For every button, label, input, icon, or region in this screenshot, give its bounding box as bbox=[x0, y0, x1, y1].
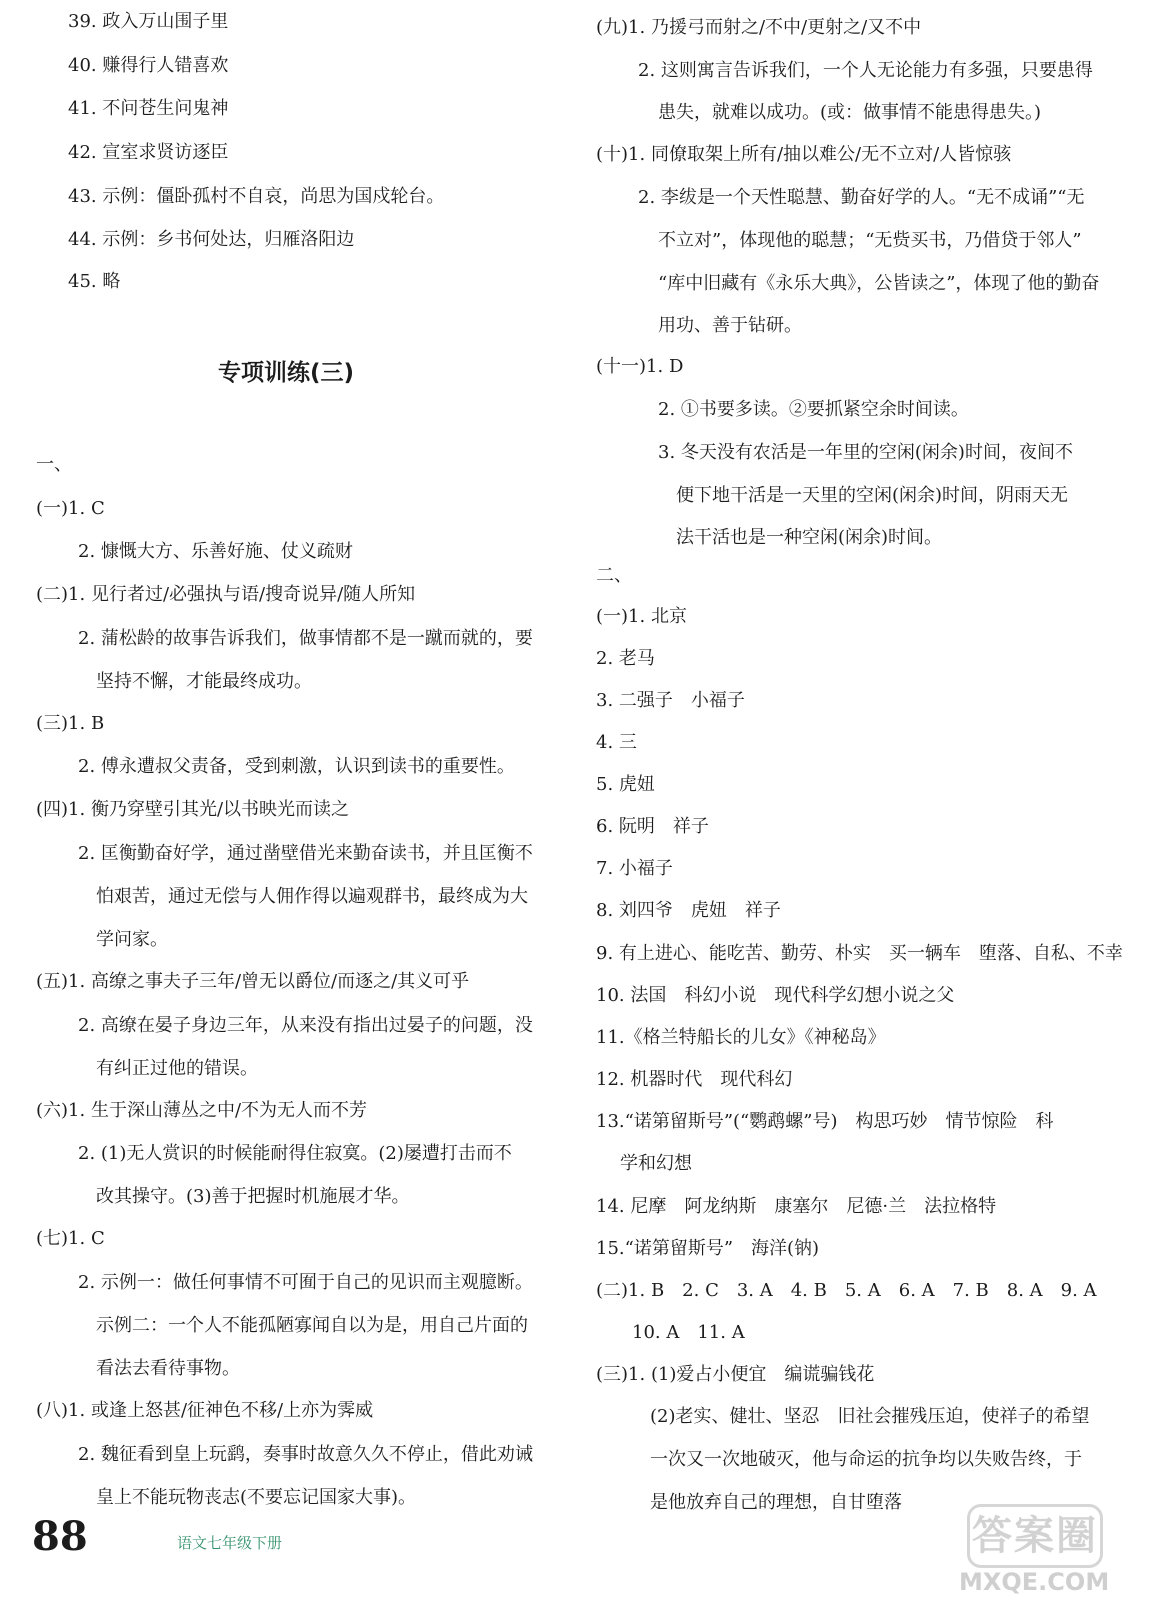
answer-line: 5. 虎妞 bbox=[596, 774, 655, 795]
answer-line: 2. 示例一：做任何事情不可囿于自己的见识而主观臆断。 bbox=[78, 1272, 533, 1293]
answer-line: (三)1. B bbox=[36, 713, 105, 734]
watermark-site: MXQE.COM bbox=[959, 1568, 1110, 1596]
answer-line: 法干活也是一种空闲(闲余)时间。 bbox=[676, 527, 943, 548]
answer-line: 2. 魏征看到皇上玩鹞，奏事时故意久久不停止，借此劝诫 bbox=[78, 1444, 533, 1465]
answer-line: 15.“诺第留斯号” 海洋(钠) bbox=[596, 1238, 820, 1259]
answer-line: 2. 匡衡勤奋好学，通过凿壁借光来勤奋读书，并且匡衡不 bbox=[78, 843, 533, 864]
answer-line: 学和幻想 bbox=[620, 1153, 692, 1174]
answer-line: 6. 阮明 祥子 bbox=[596, 816, 709, 837]
answer-line: 10. 法国 科幻小说 现代科学幻想小说之父 bbox=[596, 985, 955, 1006]
answer-line: 43. 示例：僵卧孤村不自哀，尚思为国戍轮台。 bbox=[68, 186, 445, 207]
answer-line: 3. 二强子 小福子 bbox=[596, 690, 745, 711]
answer-line: 41. 不问苍生问鬼神 bbox=[68, 98, 229, 119]
answer-line: (三)1. (1)爱占小便宜 编谎骗钱花 bbox=[596, 1364, 875, 1385]
answer-line: 3. 冬天没有农活是一年里的空闲(闲余)时间，夜间不 bbox=[658, 442, 1073, 463]
answer-line: 10. A 11. A bbox=[632, 1322, 745, 1343]
answer-line: (一)1. C bbox=[36, 498, 105, 519]
answer-line: 2. 这则寓言告诉我们，一个人无论能力有多强，只要患得 bbox=[638, 60, 1093, 81]
page-number: 88 bbox=[32, 1513, 88, 1560]
answer-line: 13.“诺第留斯号”(“鹦鹉螺”号) 构思巧妙 情节惊险 科 bbox=[596, 1111, 1054, 1132]
answer-line: 改其操守。(3)善于把握时机施展才华。 bbox=[96, 1186, 410, 1207]
answer-line: 39. 政入万山围子里 bbox=[68, 11, 229, 32]
answer-line: 2. 李绂是一个天性聪慧、勤奋好学的人。“无不成诵”“无 bbox=[638, 187, 1085, 208]
answer-line: 40. 赚得行人错喜欢 bbox=[68, 55, 229, 76]
watermark-badge: 答案圈 bbox=[967, 1504, 1103, 1568]
part-heading: 二、 bbox=[596, 565, 632, 586]
answer-line: 2. 高缭在晏子身边三年，从来没有指出过晏子的问题，没 bbox=[78, 1015, 533, 1036]
answer-line: 4. 三 bbox=[596, 732, 637, 753]
answer-line: 7. 小福子 bbox=[596, 858, 673, 879]
answer-line: 学问家。 bbox=[96, 929, 168, 950]
answer-line: (七)1. C bbox=[36, 1228, 105, 1249]
answer-line: 有纠正过他的错误。 bbox=[96, 1058, 258, 1079]
answer-line: 是他放弃自己的理想，自甘堕落 bbox=[650, 1492, 902, 1513]
answer-line: 9. 有上进心、能吃苦、勤劳、朴实 买一辆车 堕落、自私、不幸 bbox=[596, 943, 1123, 964]
answer-line: (一)1. 北京 bbox=[596, 606, 687, 627]
answer-line: (六)1. 生于深山薄丛之中/不为无人而不芳 bbox=[36, 1100, 368, 1121]
answer-line: 2. (1)无人赏识的时候能耐得住寂寞。(2)屡遭打击而不 bbox=[78, 1143, 512, 1164]
answer-line: 45. 略 bbox=[68, 271, 121, 292]
answer-line: (二)1. B 2. C 3. A 4. B 5. A 6. A 7. B 8. A 9. A bbox=[596, 1280, 1097, 1301]
part-heading: 一、 bbox=[36, 454, 72, 475]
answer-line: 2. 傅永遭叔父责备，受到刺激，认识到读书的重要性。 bbox=[78, 756, 515, 777]
answer-line: (八)1. 或逢上怒甚/征神色不移/上亦为霁威 bbox=[36, 1400, 374, 1421]
answer-line: 8. 刘四爷 虎妞 祥子 bbox=[596, 900, 781, 921]
answer-line: (四)1. 衡乃穿壁引其光/以书映光而读之 bbox=[36, 799, 350, 820]
answer-line: (五)1. 高缭之事夫子三年/曾无以爵位/而逐之/其义可乎 bbox=[36, 971, 470, 992]
answer-line: (2)老实、健壮、坚忍 旧社会摧残压迫，使祥子的希望 bbox=[650, 1406, 1090, 1427]
answer-line: (十)1. 同僚取架上所有/抽以难公/无不立对/人皆惊骇 bbox=[596, 144, 1012, 165]
answer-line: 怕艰苦，通过无偿与人佣作得以遍观群书，最终成为大 bbox=[96, 886, 528, 907]
answer-line: 患失，就难以成功。(或：做事情不能患得患失。) bbox=[658, 102, 1042, 123]
answer-line: “库中旧藏有《永乐大典》，公皆读之”，体现了他的勤奋 bbox=[658, 273, 1100, 294]
answer-line: 12. 机器时代 现代科幻 bbox=[596, 1069, 793, 1090]
answer-line: 42. 宣室求贤访逐臣 bbox=[68, 142, 229, 163]
answer-line: 皇上不能玩物丧志(不要忘记国家大事)。 bbox=[96, 1487, 417, 1508]
book-title-footer: 语文七年级下册 bbox=[177, 1534, 283, 1552]
answer-line: 不立对”，体现他的聪慧；“无赀买书，乃借贷于邻人” bbox=[658, 230, 1082, 251]
answer-line: 坚持不懈，才能最终成功。 bbox=[96, 671, 312, 692]
answer-line: 看法去看待事物。 bbox=[96, 1358, 240, 1379]
answer-line: 44. 示例：乡书何处达，归雁洛阳边 bbox=[68, 229, 355, 250]
answer-line: (九)1. 乃援弓而射之/不中/更射之/又不中 bbox=[596, 17, 922, 38]
watermark-logo bbox=[955, 1500, 1155, 1600]
answer-line: 2. 慷慨大方、乐善好施、仗义疏财 bbox=[78, 541, 353, 562]
answer-line: 2. ①书要多读。②要抓紧空余时间读。 bbox=[658, 399, 969, 420]
answer-line: 2. 老马 bbox=[596, 648, 655, 669]
section-title: 专项训练(三) bbox=[218, 360, 355, 386]
answer-line: 2. 蒲松龄的故事告诉我们，做事情都不是一蹴而就的，要 bbox=[78, 628, 533, 649]
answer-line: (二)1. 见行者过/必强执与语/搜奇说异/随人所知 bbox=[36, 584, 416, 605]
answer-line: 一次又一次地破灭，他与命运的抗争均以失败告终，于 bbox=[650, 1449, 1082, 1470]
answer-line: 用功、善于钻研。 bbox=[658, 315, 802, 336]
answer-line: (十一)1. D bbox=[596, 356, 684, 377]
answer-line: 14. 尼摩 阿龙纳斯 康塞尔 尼德·兰 法拉格特 bbox=[596, 1196, 997, 1217]
answer-line: 示例二：一个人不能孤陋寡闻自以为是，用自己片面的 bbox=[96, 1315, 528, 1336]
answer-line: 便下地干活是一天里的空闲(闲余)时间，阴雨天无 bbox=[676, 485, 1069, 506]
answer-line: 11.《格兰特船长的儿女》《神秘岛》 bbox=[596, 1027, 886, 1048]
